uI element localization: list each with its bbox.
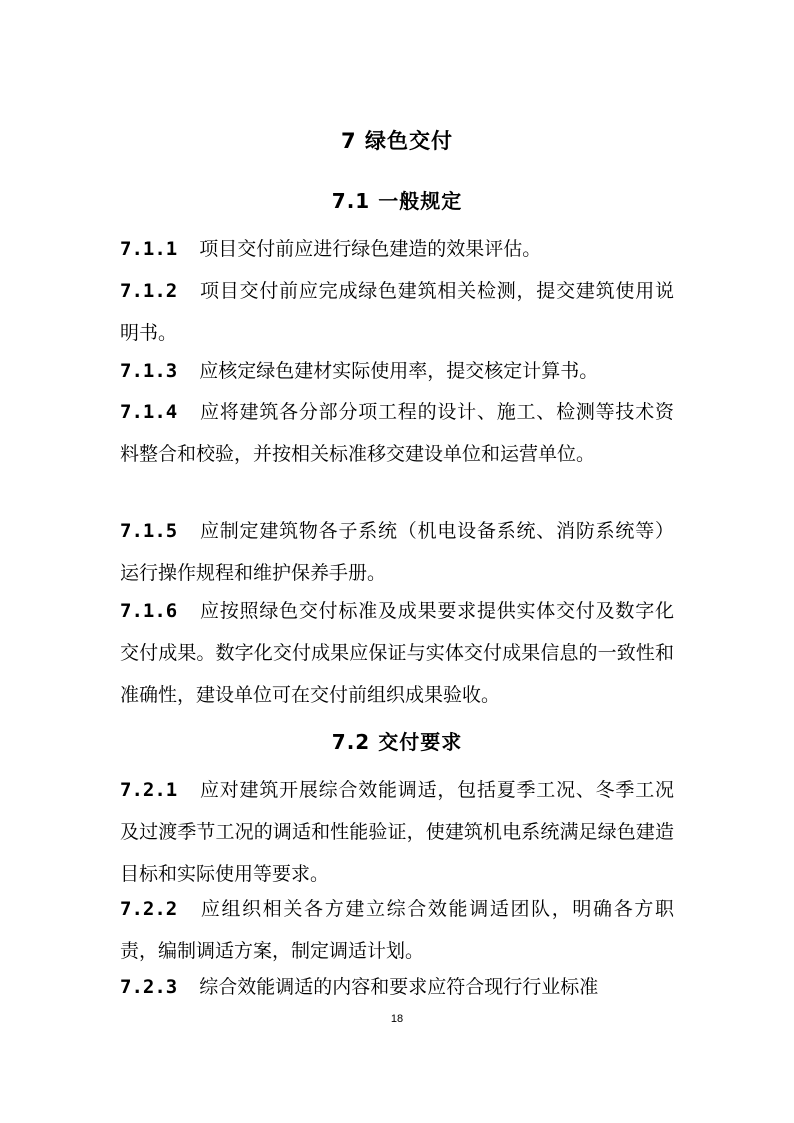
clause-text: 综合效能调适的内容和要求应符合现行行业标准 [199,976,599,998]
clause-text: 应核定绿色建材实际使用率，提交核定计算书。 [199,360,599,382]
clause-7-1-5 [120,510,674,594]
clause-7-2-1 [120,769,674,895]
clause-7-1-4 [120,391,674,475]
clause-7-2-3 [120,966,674,1008]
page-number: 18 [390,1013,404,1025]
clause-number: 7.1.3 [120,360,178,382]
clause-number: 7.1.5 [120,520,178,542]
clause-7-1-6 [120,590,674,716]
clause-7-1-3 [120,350,674,392]
chapter-title: 7 绿色交付 [341,129,453,153]
section-title-7-2: 7.2 交付要求 [331,730,463,754]
clause-number: 7.2.2 [120,898,178,920]
clause-7-1-2 [120,270,674,354]
clause-7-1-1 [120,228,674,270]
section-title-7-1: 7.1 一般规定 [331,189,463,213]
clause-text: 应按照绿色交付标准及成果要求提供实体交付及数字化交付成果。数字化交付成果应保证与实体交付成果信息的一致性和准确性，建设单位可在交付前组织成果验收。 [120,600,674,706]
clause-number: 7.2.3 [120,976,178,998]
clause-7-2-2 [120,888,674,972]
clause-text: 应组织相关各方建立综合效能调适团队，明确各方职责，编制调适方案，制定调适计划。 [120,898,674,962]
clause-number: 7.1.6 [120,600,178,622]
clause-number: 7.1.2 [120,280,178,302]
clause-number: 7.1.4 [120,401,178,423]
clause-text: 项目交付前应完成绿色建筑相关检测，提交建筑使用说明书。 [120,280,674,344]
clause-text: 应对建筑开展综合效能调适，包括夏季工况、冬季工况及过渡季节工况的调适和性能验证，使建筑机电系统满足绿色建造目标和实际使用等要求。 [120,779,674,885]
clause-number: 7.2.1 [120,779,178,801]
clause-text: 应将建筑各分部分项工程的设计、施工、检测等技术资料整合和校验，并按相关标准移交建设单位和运营单位。 [120,401,674,465]
clause-text: 应制定建筑物各子系统（机电设备系统、消防系统等）运行操作规程和维护保养手册。 [120,520,674,584]
clause-number: 7.1.1 [120,238,178,260]
clause-text: 项目交付前应进行绿色建造的效果评估。 [199,238,542,260]
